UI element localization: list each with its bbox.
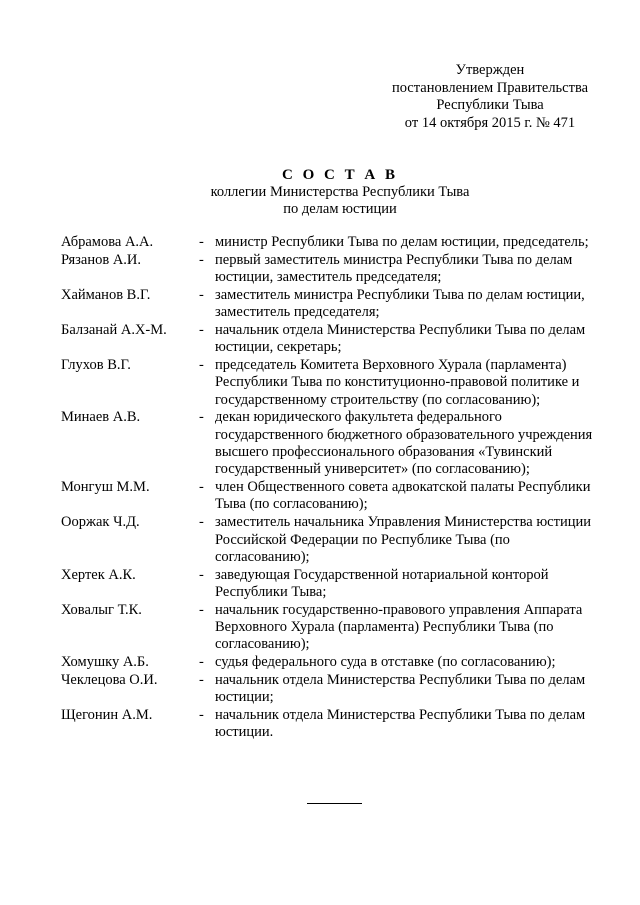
dash: - (199, 409, 204, 426)
member-position: заведующая Государственной нотариальной конторой Республики Тыва; (215, 566, 549, 600)
member-name: Хомушку А.Б. (61, 654, 149, 671)
member-row (61, 654, 621, 671)
member-position: начальник отдела Министерства Республики Тыва по делам юстиции, секретарь; (215, 321, 586, 356)
member-name: Глухов В.Г. (61, 357, 131, 374)
member-row (61, 672, 621, 707)
title-main: С О С Т А В (282, 167, 398, 183)
member-name: Минаев А.В. (61, 409, 141, 426)
member-row (61, 252, 621, 287)
member-row (61, 234, 621, 251)
member-row (61, 514, 621, 566)
dash: - (199, 707, 204, 724)
member-position: начальник государственно-правового управления Аппарата Верховного Хурала (парламента) Республики Тыва (по согласованию); (215, 601, 583, 653)
member-row (61, 567, 621, 602)
member-position: судья федерального суда в отставке (по согласованию); (215, 654, 556, 671)
dash: - (199, 671, 204, 688)
dash: - (199, 321, 204, 338)
member-position: начальник отдела Министерства Республики Тыва по делам юстиции; (215, 671, 586, 706)
closing-rule (307, 803, 362, 804)
dash: - (199, 234, 204, 250)
title-subtitle: по делам юстиции (283, 201, 397, 217)
member-position: первый заместитель министра Республики Тыва по делам юстиции, заместитель председателя; (215, 251, 573, 286)
member-row (61, 707, 621, 742)
member-name: Щегонин А.М. (61, 707, 153, 724)
member-position: декан юридического факультета федерального государственного бюджетного образовательного учреждения высшего профессионального образования «Тувинский государственный университет» (по согласованию); (215, 409, 593, 478)
member-row (61, 409, 621, 478)
member-position: заместитель начальника Управления Министерства юстиции Российской Федерации по Республике Тыва (по согласованию); (215, 514, 591, 565)
member-position: начальник отдела Министерства Республики Тыва по делам юстиции. (215, 707, 586, 741)
dash: - (199, 479, 204, 496)
member-row (61, 479, 621, 514)
member-position: заместитель министра Республики Тыва по делам юстиции, заместитель председателя; (215, 286, 585, 321)
member-name: Рязанов А.И. (61, 251, 142, 268)
member-row (61, 602, 621, 654)
dash: - (199, 654, 204, 671)
document-title (160, 166, 520, 218)
member-position: министр Республики Тыва по делам юстиции, председатель; (215, 234, 589, 250)
members-list (61, 234, 621, 742)
member-name: Монгуш М.М. (61, 479, 150, 496)
approval-line: постановлением Правительства (391, 79, 589, 96)
dash: - (199, 514, 204, 531)
dash: - (199, 601, 204, 618)
member-position: член Общественного совета адвокатской палаты Республики Тыва (по согласованию); (215, 479, 591, 513)
member-position: председатель Комитета Верховного Хурала (парламента) Республики Тыва по конституционно-правовой политике и государственному строительству (по согласованию); (215, 357, 580, 408)
dash: - (199, 251, 204, 268)
member-row (61, 322, 621, 357)
member-name: Ооржак Ч.Д. (61, 514, 140, 531)
member-name: Хертек А.К. (61, 566, 136, 583)
approval-block (380, 62, 600, 132)
approval-line: Республики Тыва (436, 97, 544, 113)
approval-line: Утвержден (455, 62, 525, 78)
member-name: Абрамова А.А. (61, 234, 154, 250)
member-name: Чеклецова О.И. (61, 671, 158, 688)
member-name: Балзанай А.Х-М. (61, 321, 167, 338)
member-row (61, 357, 621, 409)
approval-date-line: от 14 октября 2015 г. № 471 (404, 114, 576, 131)
title-subtitle: коллегии Министерства Республики Тыва (210, 184, 470, 200)
member-name: Хайманов В.Г. (61, 286, 151, 303)
member-name: Ховалыг Т.К. (61, 601, 142, 618)
member-row (61, 287, 621, 322)
dash: - (199, 286, 204, 303)
dash: - (199, 357, 204, 374)
dash: - (199, 566, 204, 583)
